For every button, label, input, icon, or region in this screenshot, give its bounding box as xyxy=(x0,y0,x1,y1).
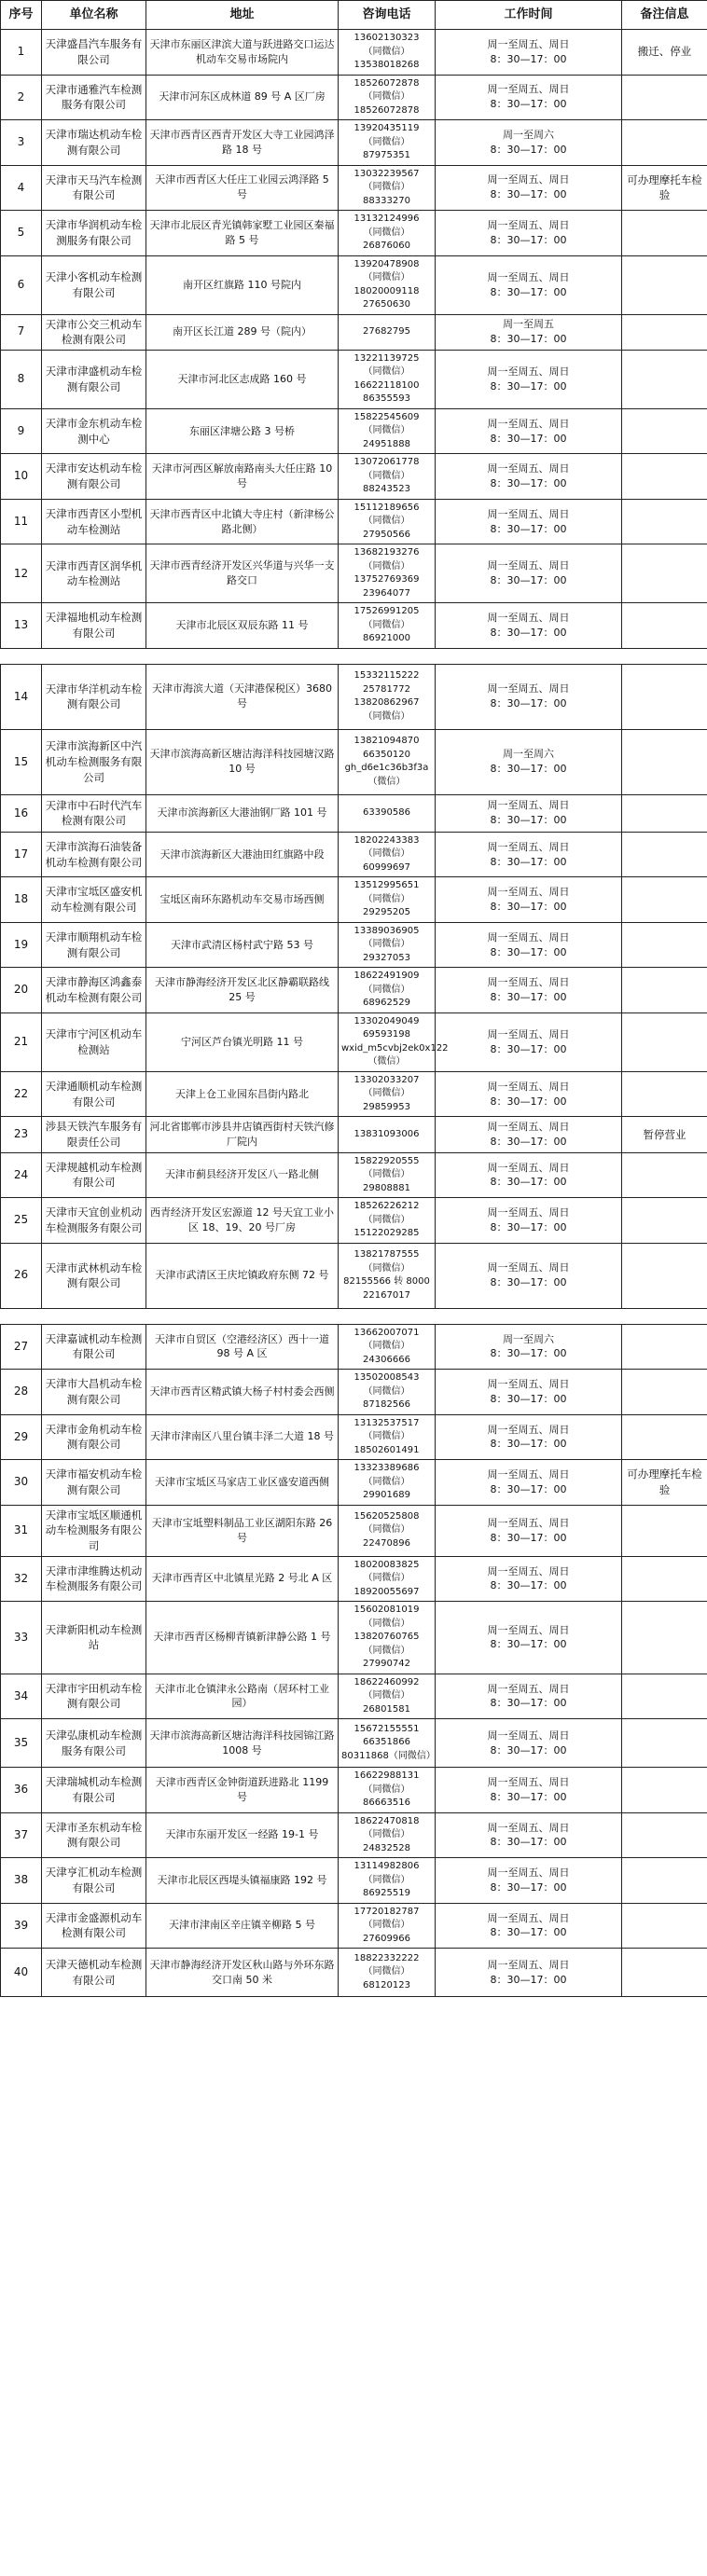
cell-phone: 13032239567 （同微信） 88333270 xyxy=(339,165,436,211)
cell-note xyxy=(622,1324,707,1370)
table-row xyxy=(1,1012,707,1071)
cell-hours: 周一至周五、周日 8：30—17：00 xyxy=(436,1602,622,1674)
cell-hours: 周一至周五、周日 8：30—17：00 xyxy=(436,968,622,1013)
cell-no: 7 xyxy=(1,314,42,350)
table-row xyxy=(1,211,707,256)
cell-no: 5 xyxy=(1,211,42,256)
cell-no: 37 xyxy=(1,1812,42,1858)
cell-phone: 18202243383 （同微信） 60999697 xyxy=(339,832,436,877)
cell-hours: 周一至周五、周日 8：30—17：00 xyxy=(436,1903,622,1949)
table-row xyxy=(1,968,707,1013)
cell-name: 天津市静海区鸿鑫泰机动车检测有限公司 xyxy=(42,968,146,1013)
cell-hours: 周一至周五、周日 8：30—17：00 xyxy=(436,1812,622,1858)
cell-address: 天津市北仓镇津永公路南（居环村工业园） xyxy=(146,1674,339,1719)
cell-phone: 13302033207 （同微信） 29859953 xyxy=(339,1071,436,1117)
cell-phone: 15822545609 （同微信） 24951888 xyxy=(339,408,436,454)
cell-no: 24 xyxy=(1,1152,42,1198)
cell-note xyxy=(622,1949,707,1997)
cell-no: 16 xyxy=(1,794,42,832)
cell-address: 天津市东丽区津滨大道与跃进路交口运达机动车交易市场院内 xyxy=(146,30,339,76)
table-row xyxy=(1,350,707,408)
cell-address: 天津市河东区成林道 89 号 A 区厂房 xyxy=(146,75,339,120)
table-row xyxy=(1,1071,707,1117)
cell-phone: 18622460992 （同微信） 26801581 xyxy=(339,1674,436,1719)
cell-no: 3 xyxy=(1,120,42,166)
cell-note: 可办理摩托车检验 xyxy=(622,1460,707,1506)
cell-phone: 13114982806 （同微信） 86925519 xyxy=(339,1858,436,1904)
cell-name: 天津市西青区润华机动车检测站 xyxy=(42,544,146,603)
cell-phone: 27682795 xyxy=(339,314,436,350)
table-row xyxy=(1,544,707,603)
cell-no: 15 xyxy=(1,729,42,794)
table-row xyxy=(1,1117,707,1152)
cell-note xyxy=(622,314,707,350)
cell-name: 天津市天宜创业机动车检测服务有限公司 xyxy=(42,1198,146,1244)
cell-hours: 周一至周五、周日 8：30—17：00 xyxy=(436,1414,622,1460)
cell-no: 8 xyxy=(1,350,42,408)
table-row xyxy=(1,794,707,832)
cell-address: 天津市静海经济开发区北区静霸联路线 25 号 xyxy=(146,968,339,1013)
cell-hours: 周一至周五、周日 8：30—17：00 xyxy=(436,408,622,454)
cell-name: 天津福地机动车检测有限公司 xyxy=(42,603,146,649)
cell-address: 天津市津南区八里台镇丰泽二大道 18 号 xyxy=(146,1414,339,1460)
cell-note xyxy=(622,1152,707,1198)
cell-hours: 周一至周六 8：30—17：00 xyxy=(436,1324,622,1370)
cell-no: 11 xyxy=(1,499,42,544)
cell-no: 28 xyxy=(1,1370,42,1415)
cell-name: 天津小客机动车检测有限公司 xyxy=(42,255,146,314)
cell-note xyxy=(622,1243,707,1308)
cell-address: 天津市西青区大任庄工业园云鸿泽路 5 号 xyxy=(146,165,339,211)
cell-address: 天津市北辰区西堤头镇福康路 192 号 xyxy=(146,1858,339,1904)
cell-hours: 周一至周五、周日 8：30—17：00 xyxy=(436,165,622,211)
cell-address: 天津市滨海新区大港油田红旗路中段 xyxy=(146,832,339,877)
cell-address: 东丽区津塘公路 3 号桥 xyxy=(146,408,339,454)
header-address: 地址 xyxy=(146,1,339,30)
header-no: 序号 xyxy=(1,1,42,30)
cell-phone: 15112189656 （同微信） 27950566 xyxy=(339,499,436,544)
cell-no: 1 xyxy=(1,30,42,76)
cell-no: 25 xyxy=(1,1198,42,1244)
cell-no: 10 xyxy=(1,454,42,500)
cell-name: 天津市安达机动车检测有限公司 xyxy=(42,454,146,500)
cell-address: 宁河区芦台镇光明路 11 号 xyxy=(146,1012,339,1071)
table-row xyxy=(1,1719,707,1768)
table-row xyxy=(1,75,707,120)
cell-phone: 13682193276 （同微信） 13752769369 23964077 xyxy=(339,544,436,603)
cell-address: 天津市宝坻塑料制品工业区湖阳东路 26 号 xyxy=(146,1505,339,1556)
cell-note xyxy=(622,1012,707,1071)
table-row xyxy=(1,1556,707,1602)
table-row xyxy=(1,1768,707,1813)
header-name: 单位名称 xyxy=(42,1,146,30)
table-row xyxy=(1,1602,707,1674)
cell-hours: 周一至周五、周日 8：30—17：00 xyxy=(436,255,622,314)
cell-address: 南开区红旗路 110 号院内 xyxy=(146,255,339,314)
cell-address: 天津市东丽开发区一经路 19-1 号 xyxy=(146,1812,339,1858)
cell-note xyxy=(622,1858,707,1904)
cell-phone: 15672155551 66351866 80311868（同微信） xyxy=(339,1719,436,1768)
cell-no: 22 xyxy=(1,1071,42,1117)
cell-no: 18 xyxy=(1,877,42,923)
cell-note xyxy=(622,544,707,603)
cell-no: 29 xyxy=(1,1414,42,1460)
table-row xyxy=(1,1243,707,1308)
table-row xyxy=(1,1370,707,1415)
cell-hours: 周一至周五、周日 8：30—17：00 xyxy=(436,1719,622,1768)
header-note: 备注信息 xyxy=(622,1,707,30)
cell-note xyxy=(622,1071,707,1117)
table-row xyxy=(1,1324,707,1370)
cell-name: 天津市大昌机动车检测有限公司 xyxy=(42,1370,146,1415)
cell-phone: 63390586 xyxy=(339,794,436,832)
cell-phone: 13221139725 （同微信） 16622118100 86355593 xyxy=(339,350,436,408)
cell-phone: 18526226212 （同微信） 15122029285 xyxy=(339,1198,436,1244)
table-row xyxy=(1,1198,707,1244)
table-row xyxy=(1,832,707,877)
cell-hours: 周一至周五、周日 8：30—17：00 xyxy=(436,1674,622,1719)
cell-hours: 周一至周五、周日 8：30—17：00 xyxy=(436,1858,622,1904)
cell-address: 天津市西青区中北镇星光路 2 号北 A 区 xyxy=(146,1556,339,1602)
cell-note xyxy=(622,408,707,454)
cell-hours: 周一至周五、周日 8：30—17：00 xyxy=(436,544,622,603)
cell-hours: 周一至周五、周日 8：30—17：00 xyxy=(436,1768,622,1813)
table-row xyxy=(1,1505,707,1556)
cell-no: 23 xyxy=(1,1117,42,1152)
cell-note xyxy=(622,1602,707,1674)
header-row xyxy=(1,1,707,30)
cell-no: 26 xyxy=(1,1243,42,1308)
cell-address: 天津市滨海高新区塘沽海洋科技园锦江路 1008 号 xyxy=(146,1719,339,1768)
cell-hours: 周一至周五、周日 8：30—17：00 xyxy=(436,454,622,500)
cell-note xyxy=(622,255,707,314)
cell-name: 天津市天马汽车检测有限公司 xyxy=(42,165,146,211)
cell-hours: 周一至周五、周日 8：30—17：00 xyxy=(436,499,622,544)
cell-hours: 周一至周五、周日 8：30—17：00 xyxy=(436,1556,622,1602)
cell-address: 天津市滨海新区大港油钢厂路 101 号 xyxy=(146,794,339,832)
cell-address: 天津市津南区辛庄镇辛柳路 5 号 xyxy=(146,1903,339,1949)
header-hours: 工作时间 xyxy=(436,1,622,30)
cell-phone: 15620525808 （同微信） 22470896 xyxy=(339,1505,436,1556)
cell-note xyxy=(622,922,707,968)
cell-hours: 周一至周六 8：30—17：00 xyxy=(436,729,622,794)
cell-phone: 15332115222 25781772 13820862967 （同微信） xyxy=(339,664,436,729)
cell-name: 天津市宝坻区顺通机动车检测服务有限公司 xyxy=(42,1505,146,1556)
table-row xyxy=(1,922,707,968)
cell-phone: 18822332222 （同微信） 68120123 xyxy=(339,1949,436,1997)
cell-hours: 周一至周五、周日 8：30—17：00 xyxy=(436,1243,622,1308)
cell-no: 31 xyxy=(1,1505,42,1556)
cell-name: 天津市金盛源机动车检测有限公司 xyxy=(42,1903,146,1949)
cell-note xyxy=(622,1414,707,1460)
cell-name: 天津市金角机动车检测有限公司 xyxy=(42,1414,146,1460)
cell-name: 天津通顺机动车检测有限公司 xyxy=(42,1071,146,1117)
cell-hours: 周一至周五 8：30—17：00 xyxy=(436,314,622,350)
cell-hours: 周一至周五、周日 8：30—17：00 xyxy=(436,1370,622,1415)
cell-name: 天津盛昌汽车服务有限公司 xyxy=(42,30,146,76)
cell-address: 天津市西青经济开发区兴华道与兴华一支路交口 xyxy=(146,544,339,603)
cell-address: 河北省邯郸市涉县井店镇西街村天铁汽修厂院内 xyxy=(146,1117,339,1152)
cell-note xyxy=(622,603,707,649)
cell-phone: 13602130323 （同微信） 13538018268 xyxy=(339,30,436,76)
cell-phone: 13920478908 （同微信） 18020009118 27650630 xyxy=(339,255,436,314)
table-row xyxy=(1,1414,707,1460)
cell-name: 天津市宇田机动车检测有限公司 xyxy=(42,1674,146,1719)
cell-no: 13 xyxy=(1,603,42,649)
table-row xyxy=(1,255,707,314)
cell-address: 天津市武清区王庆坨镇政府东侧 72 号 xyxy=(146,1243,339,1308)
cell-address: 天津市河西区解放南路南头大任庄路 10 号 xyxy=(146,454,339,500)
cell-name: 天津市圣东机动车检测有限公司 xyxy=(42,1812,146,1858)
cell-address: 天津市西青区精武镇大杨子村村委会西侧 xyxy=(146,1370,339,1415)
table-row xyxy=(1,314,707,350)
cell-hours: 周一至周五、周日 8：30—17：00 xyxy=(436,1071,622,1117)
cell-address: 天津市北辰区双辰东路 11 号 xyxy=(146,603,339,649)
cell-address: 天津市西青区中北镇大寺庄村（新津杨公路北侧） xyxy=(146,499,339,544)
cell-note xyxy=(622,454,707,500)
cell-phone: 18622470818 （同微信） 24832528 xyxy=(339,1812,436,1858)
cell-hours: 周一至周五、周日 8：30—17：00 xyxy=(436,1505,622,1556)
cell-hours: 周一至周五、周日 8：30—17：00 xyxy=(436,603,622,649)
cell-name: 天津嘉诚机动车检测有限公司 xyxy=(42,1324,146,1370)
cell-address: 宝坻区南环东路机动车交易市场西侧 xyxy=(146,877,339,923)
cell-name: 涉县天铁汽车服务有限责任公司 xyxy=(42,1117,146,1152)
cell-address: 天津市西青区杨柳青镇新津静公路 1 号 xyxy=(146,1602,339,1674)
cell-address: 西青经济开发区宏源道 12 号天宜工业小区 18、19、20 号厂房 xyxy=(146,1198,339,1244)
cell-phone: 13132537517 （同微信） 18502601491 xyxy=(339,1414,436,1460)
cell-phone: 13831093006 xyxy=(339,1117,436,1152)
table-row xyxy=(1,499,707,544)
cell-name: 天津市通雅汽车检测服务有限公司 xyxy=(42,75,146,120)
cell-phone: 13502008543 （同微信） 87182566 xyxy=(339,1370,436,1415)
cell-name: 天津规越机动车检测有限公司 xyxy=(42,1152,146,1198)
cell-phone: 13302049049 69593198 wxid_m5cvbj2ek0x122（微信） xyxy=(339,1012,436,1071)
cell-no: 2 xyxy=(1,75,42,120)
header-phone: 咨询电话 xyxy=(339,1,436,30)
cell-address: 天津市北辰区青光镇韩家墅工业园区秦福路 5 号 xyxy=(146,211,339,256)
cell-no: 36 xyxy=(1,1768,42,1813)
cell-name: 天津市滨海石油装备机动车检测有限公司 xyxy=(42,832,146,877)
cell-note xyxy=(622,729,707,794)
cell-hours: 周一至周五、周日 8：30—17：00 xyxy=(436,1117,622,1152)
table-row xyxy=(1,30,707,76)
cell-no: 4 xyxy=(1,165,42,211)
cell-address: 天津市自贸区（空港经济区）西十一道 98 号 A 区 xyxy=(146,1324,339,1370)
cell-note xyxy=(622,794,707,832)
table-row xyxy=(1,454,707,500)
cell-note: 搬迁、停业 xyxy=(622,30,707,76)
table-row xyxy=(1,408,707,454)
cell-phone: 17526991205 （同微信） 86921000 xyxy=(339,603,436,649)
cell-name: 天津市福安机动车检测有限公司 xyxy=(42,1460,146,1506)
cell-note xyxy=(622,664,707,729)
table-row xyxy=(1,120,707,166)
cell-name: 天津市津盛机动车检测有限公司 xyxy=(42,350,146,408)
cell-name: 天津瑞城机动车检测有限公司 xyxy=(42,1768,146,1813)
cell-no: 6 xyxy=(1,255,42,314)
cell-no: 27 xyxy=(1,1324,42,1370)
cell-no: 34 xyxy=(1,1674,42,1719)
gap-cell xyxy=(1,1308,707,1324)
cell-address: 天津市西青区西青开发区大寺工业园鸿泽路 18 号 xyxy=(146,120,339,166)
cell-hours: 周一至周六 8：30—17：00 xyxy=(436,120,622,166)
cell-hours: 周一至周五、周日 8：30—17：00 xyxy=(436,30,622,76)
cell-note xyxy=(622,968,707,1013)
table-row xyxy=(1,1152,707,1198)
cell-name: 天津市滨海新区中汽机动车检测服务有限公司 xyxy=(42,729,146,794)
cell-note xyxy=(622,499,707,544)
cell-phone: 13512995651 （同微信） 29295205 xyxy=(339,877,436,923)
cell-phone: 18020083825 （同微信） 18920055697 xyxy=(339,1556,436,1602)
cell-hours: 周一至周五、周日 8：30—17：00 xyxy=(436,1949,622,1997)
cell-no: 38 xyxy=(1,1858,42,1904)
cell-phone: 15822920555 （同微信） 29808881 xyxy=(339,1152,436,1198)
cell-note xyxy=(622,1198,707,1244)
cell-phone: 13132124996 （同微信） 26876060 xyxy=(339,211,436,256)
cell-hours: 周一至周五、周日 8：30—17：00 xyxy=(436,1460,622,1506)
table-row xyxy=(1,1674,707,1719)
cell-no: 33 xyxy=(1,1602,42,1674)
cell-hours: 周一至周五、周日 8：30—17：00 xyxy=(436,832,622,877)
cell-phone: 18526072878 （同微信） 18526072878 xyxy=(339,75,436,120)
cell-no: 21 xyxy=(1,1012,42,1071)
table-row xyxy=(1,729,707,794)
cell-name: 天津市华润机动车检测服务有限公司 xyxy=(42,211,146,256)
cell-note xyxy=(622,1768,707,1813)
cell-address: 天津市河北区志成路 160 号 xyxy=(146,350,339,408)
gap-cell xyxy=(1,648,707,664)
table-row xyxy=(1,1858,707,1904)
cell-name: 天津市华洋机动车检测有限公司 xyxy=(42,664,146,729)
cell-note xyxy=(622,877,707,923)
cell-name: 天津亨汇机动车检测有限公司 xyxy=(42,1858,146,1904)
cell-name: 天津市宝坻区盛安机动车检测有限公司 xyxy=(42,877,146,923)
cell-hours: 周一至周五、周日 8：30—17：00 xyxy=(436,877,622,923)
page-break-gap xyxy=(1,1308,707,1324)
table-body xyxy=(1,30,707,1997)
cell-phone: 13323389686 （同微信） 29901689 xyxy=(339,1460,436,1506)
cell-name: 天津市中石时代汽车检测有限公司 xyxy=(42,794,146,832)
cell-note xyxy=(622,1674,707,1719)
cell-address: 天津市静海经济开发区秋山路与外环东路交口南 50 米 xyxy=(146,1949,339,1997)
cell-note xyxy=(622,350,707,408)
cell-phone: 13072061778 （同微信） 88243523 xyxy=(339,454,436,500)
cell-note xyxy=(622,1370,707,1415)
table-row xyxy=(1,877,707,923)
cell-name: 天津市顺翔机动车检测有限公司 xyxy=(42,922,146,968)
cell-hours: 周一至周五、周日 8：30—17：00 xyxy=(436,1012,622,1071)
cell-no: 35 xyxy=(1,1719,42,1768)
cell-hours: 周一至周五、周日 8：30—17：00 xyxy=(436,350,622,408)
cell-phone: 16622988131 （同微信） 86663516 xyxy=(339,1768,436,1813)
cell-note xyxy=(622,1903,707,1949)
table-row xyxy=(1,1903,707,1949)
cell-no: 12 xyxy=(1,544,42,603)
cell-note xyxy=(622,832,707,877)
cell-name: 天津天德机动车检测有限公司 xyxy=(42,1949,146,1997)
cell-name: 天津市西青区小型机动车检测站 xyxy=(42,499,146,544)
cell-hours: 周一至周五、周日 8：30—17：00 xyxy=(436,922,622,968)
cell-no: 14 xyxy=(1,664,42,729)
cell-note xyxy=(622,75,707,120)
cell-hours: 周一至周五、周日 8：30—17：00 xyxy=(436,211,622,256)
cell-note xyxy=(622,1812,707,1858)
cell-no: 39 xyxy=(1,1903,42,1949)
cell-name: 天津市金东机动车检测中心 xyxy=(42,408,146,454)
cell-phone: 13389036905 （同微信） 29327053 xyxy=(339,922,436,968)
cell-no: 17 xyxy=(1,832,42,877)
cell-phone: 17720182787 （同微信） 27609966 xyxy=(339,1903,436,1949)
cell-phone: 13920435119 （同微信） 87975351 xyxy=(339,120,436,166)
cell-hours: 周一至周五、周日 8：30—17：00 xyxy=(436,1198,622,1244)
cell-phone: 15602081019 （同微信） 13820760765 （同微信） 27990742 xyxy=(339,1602,436,1674)
cell-address: 天津市武清区杨村武宁路 53 号 xyxy=(146,922,339,968)
cell-address: 天津市宝坻区马家店工业区盛安道西侧 xyxy=(146,1460,339,1506)
cell-hours: 周一至周五、周日 8：30—17：00 xyxy=(436,75,622,120)
cell-address: 天津市蓟县经济开发区八一路北侧 xyxy=(146,1152,339,1198)
cell-phone: 18622491909 （同微信） 68962529 xyxy=(339,968,436,1013)
cell-name: 天津市宁河区机动车检测站 xyxy=(42,1012,146,1071)
cell-note: 可办理摩托车检验 xyxy=(622,165,707,211)
cell-no: 19 xyxy=(1,922,42,968)
cell-note xyxy=(622,1505,707,1556)
cell-note xyxy=(622,1719,707,1768)
table-row xyxy=(1,165,707,211)
cell-address: 天津市海滨大道（天津港保税区）3680 号 xyxy=(146,664,339,729)
cell-name: 天津弘康机动车检测服务有限公司 xyxy=(42,1719,146,1768)
cell-name: 天津市津维腾达机动车检测服务有限公司 xyxy=(42,1556,146,1602)
cell-no: 30 xyxy=(1,1460,42,1506)
cell-phone: 13662007071 （同微信） 24306666 xyxy=(339,1324,436,1370)
table-row xyxy=(1,603,707,649)
cell-phone: 13821094870 66350120 gh_d6e1c36b3f3a（微信） xyxy=(339,729,436,794)
cell-note xyxy=(622,120,707,166)
cell-address: 南开区长江道 289 号（院内） xyxy=(146,314,339,350)
cell-name: 天津市公交三机动车检测有限公司 xyxy=(42,314,146,350)
cell-no: 40 xyxy=(1,1949,42,1997)
cell-name: 天津新阳机动车检测站 xyxy=(42,1602,146,1674)
cell-address: 天津市西青区金钟街道跃进路北 1199 号 xyxy=(146,1768,339,1813)
cell-no: 20 xyxy=(1,968,42,1013)
table-row xyxy=(1,1812,707,1858)
cell-hours: 周一至周五、周日 8：30—17：00 xyxy=(436,1152,622,1198)
cell-no: 32 xyxy=(1,1556,42,1602)
cell-address: 天津市滨海高新区塘沽海洋科技园塘汉路 10 号 xyxy=(146,729,339,794)
cell-note xyxy=(622,1556,707,1602)
table-row xyxy=(1,1949,707,1997)
cell-hours: 周一至周五、周日 8：30—17：00 xyxy=(436,794,622,832)
cell-phone: 13821787555 （同微信） 82155566 转 8000 22167017 xyxy=(339,1243,436,1308)
cell-name: 天津市瑞达机动车检测有限公司 xyxy=(42,120,146,166)
table-row xyxy=(1,1460,707,1506)
cell-name: 天津市武林机动车检测有限公司 xyxy=(42,1243,146,1308)
cell-note: 暂停营业 xyxy=(622,1117,707,1152)
page-break-gap xyxy=(1,648,707,664)
cell-address: 天津上仓工业园东昌街内路北 xyxy=(146,1071,339,1117)
table-row xyxy=(1,664,707,729)
cell-note xyxy=(622,211,707,256)
cell-no: 9 xyxy=(1,408,42,454)
cell-hours: 周一至周五、周日 8：30—17：00 xyxy=(436,664,622,729)
